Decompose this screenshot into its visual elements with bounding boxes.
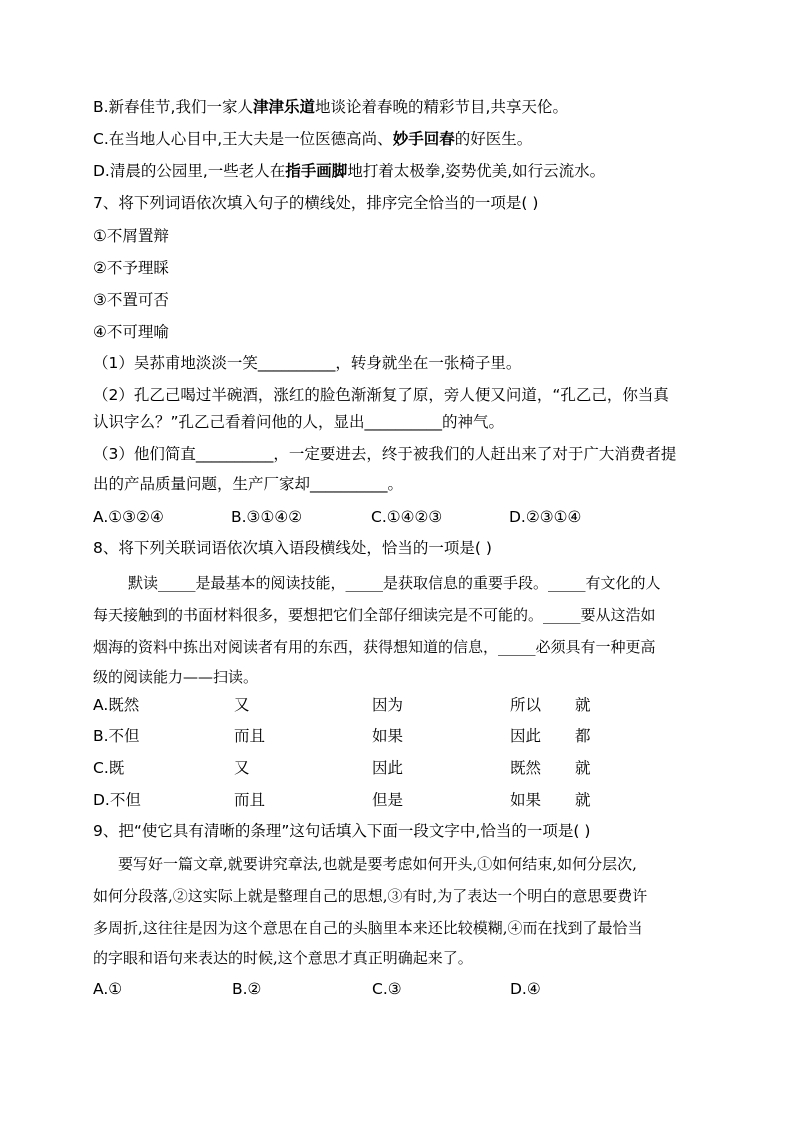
q9-stem: 9、把“使它具有清晰的条理”这句话填入下面一段文字中,恰当的一项是( ) [93, 822, 591, 840]
q8-cell: 既然 [510, 759, 542, 777]
q7-sentence-1: （1）吴荪甫地淡淡一笑__________，转身就坐在一张椅子里。 [93, 354, 522, 372]
q9-option-a: A.① [93, 980, 123, 998]
q8-cell: A.既然 [93, 696, 140, 714]
q8-cell: 因为 [372, 696, 404, 714]
q9-passage-line-4: 的字眼和语句来表达的时候,这个意思才真正明确起来了。 [93, 949, 473, 967]
q8-cell: 所以 [510, 696, 542, 714]
q7-sentence-3a: （3）他们简直__________，一定要进去，终于被我们的人赶出来了对于广大消费者提 [93, 445, 677, 463]
q8-cell: 就 [575, 791, 591, 809]
q8-passage-line-1: 默读_____是最基本的阅读技能，_____是获取信息的重要手段。_____有文化的人 [128, 574, 661, 592]
q8-cell: 而且 [234, 791, 266, 809]
q7-option-c: C.①④②③ [371, 508, 443, 526]
q8-cell: 都 [575, 727, 591, 745]
q8-stem: 8、将下列关联词语依次填入语段横线处，恰当的一项是( ) [93, 539, 492, 557]
q7-sentence-2a: （2）孔乙己喝过半碗酒，涨红的脸色渐渐复了原，旁人便又问道，“孔乙己，你当真 [93, 386, 669, 404]
q9-option-d: D.④ [510, 980, 541, 998]
q8-passage-line-4: 级的阅读能力——扫读。 [93, 668, 259, 686]
q8-cell: 因此 [372, 759, 404, 777]
q7-option-a: A.①③②④ [93, 508, 164, 526]
q8-cell: 如果 [372, 727, 404, 745]
q7-word-1: ①不屑置辩 [93, 227, 169, 245]
q7-sentence-3b: 出的产品质量问题，生产厂家却__________。 [93, 475, 404, 493]
q7-sentence-2b: 认识字么？”孔乙己看着问他的人，显出__________的神气。 [93, 413, 505, 431]
q9-passage-line-1: 要写好一篇文章,就要讲究章法,也就是要考虑如何开头,①如何结束,如何分层次, [118, 855, 637, 873]
emphasized-idiom: 津津乐道 [253, 98, 316, 116]
emphasized-idiom: 指手画脚 [285, 162, 348, 180]
q8-cell: 又 [234, 696, 250, 714]
q6-option-b [93, 95, 568, 119]
q7-word-4: ④不可理喻 [93, 323, 169, 341]
q6-option-d [93, 159, 605, 183]
q8-cell: 如果 [510, 791, 542, 809]
q7-option-b: B.③①④② [231, 508, 303, 526]
q8-cell: 而且 [234, 727, 266, 745]
q7-word-3: ③不置可否 [93, 291, 169, 309]
q7-stem: 7、将下列词语依次填入句子的横线处，排序完全恰当的一项是( ) [93, 194, 539, 212]
q9-option-b: B.② [232, 980, 262, 998]
q8-cell: 又 [234, 759, 250, 777]
option-text: 地谈论着春晚的精彩节目,共享天伦。 [315, 98, 568, 116]
q8-passage-line-3: 烟海的资料中拣出对阅读者有用的东西，获得想知道的信息，_____必须具有一种更高 [93, 638, 656, 656]
q7-word-2: ②不予理睬 [93, 259, 169, 277]
q8-cell: 但是 [372, 791, 404, 809]
option-text: 地打着太极拳,姿势优美,如行云流水。 [347, 162, 606, 180]
option-text: 的好医生。 [454, 130, 533, 148]
q8-cell: 就 [575, 759, 591, 777]
option-text: B.新春佳节,我们一家人 [93, 98, 253, 116]
option-text: D.清晨的公园里,一些老人在 [93, 162, 286, 180]
emphasized-idiom: 妙手回春 [392, 130, 455, 148]
q9-passage-line-2: 如何分段落,②这实际上就是整理自己的思想,③有时,为了表达一个明白的意思要费许 [93, 887, 648, 905]
q8-cell: B.不但 [93, 727, 140, 745]
option-text: C.在当地人心目中,王大夫是一位医德高尚、 [93, 130, 393, 148]
q7-option-d: D.②③①④ [509, 508, 582, 526]
q9-option-c: C.③ [372, 980, 402, 998]
q8-cell: C.既 [93, 759, 125, 777]
q9-passage-line-3: 多周折,这往往是因为这个意思在自己的头脑里本来还比较模糊,④而在找到了最恰当 [93, 919, 643, 937]
q8-cell: 因此 [510, 727, 542, 745]
q8-cell: D.不但 [93, 791, 141, 809]
q8-passage-line-2: 每天接触到的书面材料很多，要想把它们全部仔细读完是不可能的。_____要从这浩如 [93, 606, 656, 624]
q8-cell: 就 [575, 696, 591, 714]
q6-option-c [93, 127, 532, 151]
